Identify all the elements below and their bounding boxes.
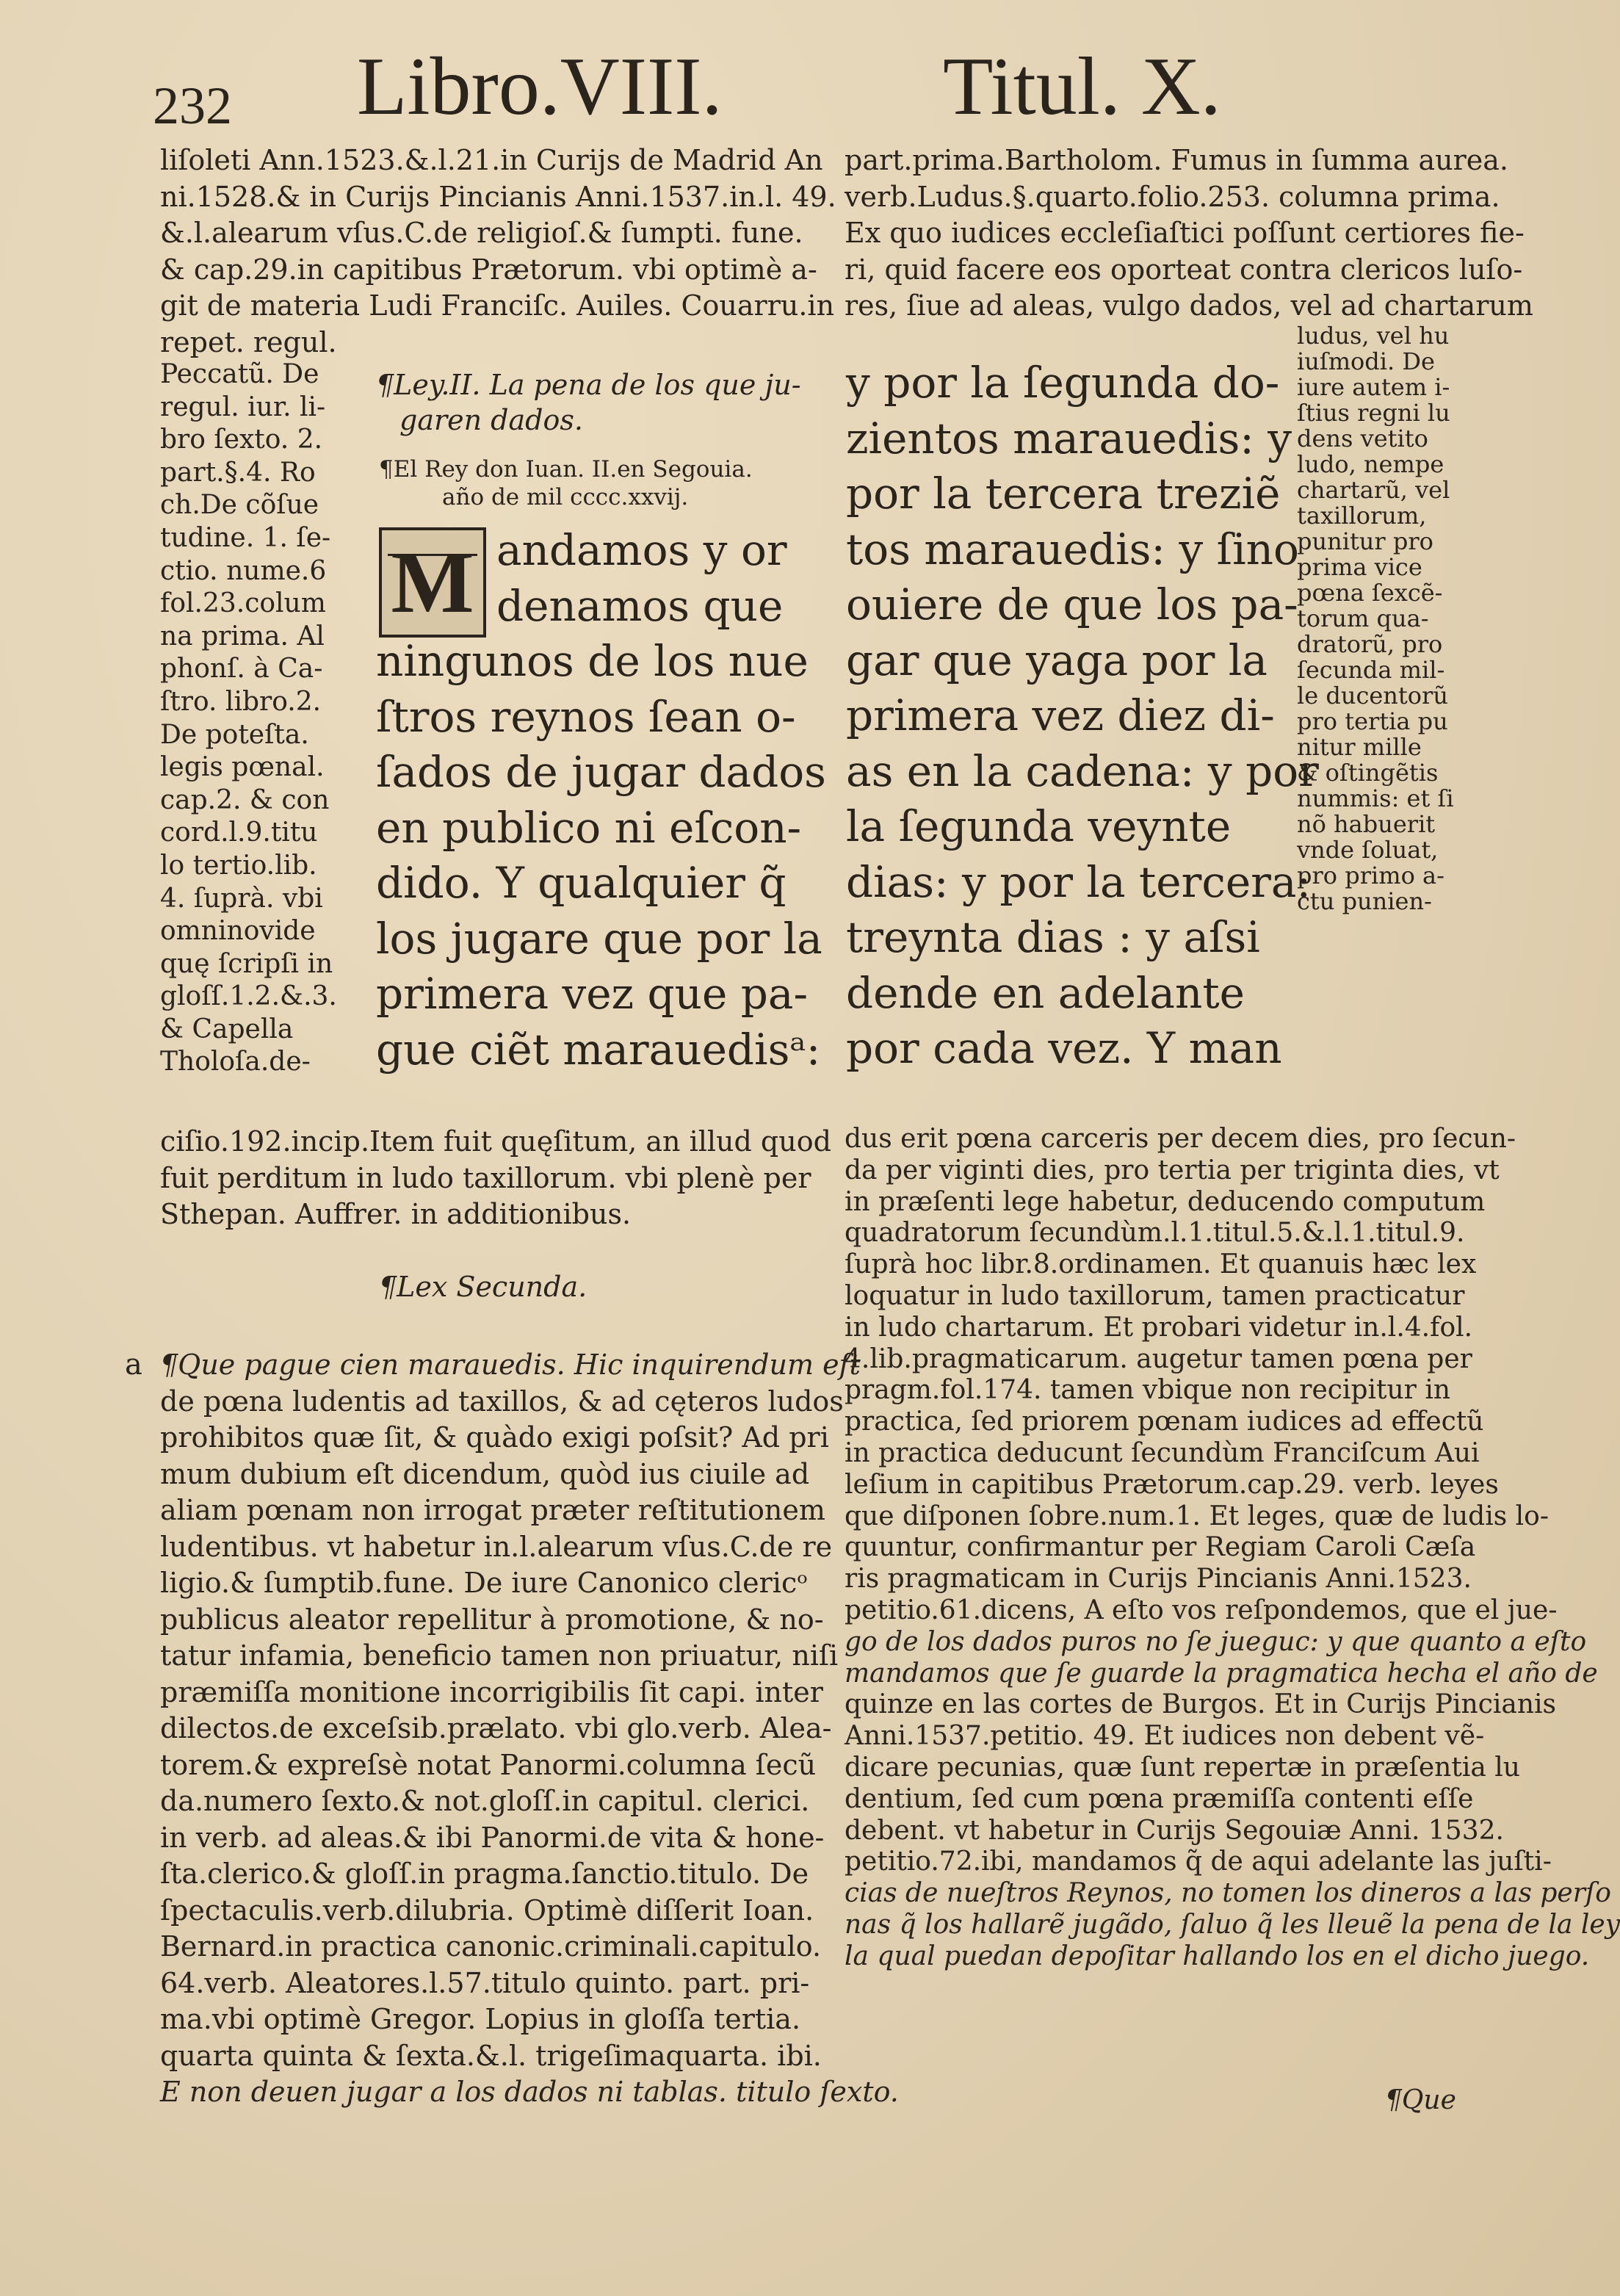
law-line: y por la ſegunda do- — [846, 358, 1280, 408]
left-top-gloss — [160, 142, 836, 361]
commentary-line: petitio.72.ibi, mandamos q̃ de aqui adelante las juſti- — [845, 1846, 1552, 1877]
commentary-line: mandamos que ſe guarde la pragmatica hecha el año de — [845, 1658, 1598, 1689]
gloss-line: ri, quid facere eos oporteat contra clericos luſo- — [845, 253, 1523, 286]
law-line: tos marauedis: y ſino — [846, 524, 1299, 574]
margin-line: dratorũ, pro — [1297, 630, 1443, 658]
commentary-line: Bernard.in practica canonic.criminali.capitulo. — [160, 1930, 822, 1963]
commentary-line: dilectos.de exceſsib.prælato. vbi glo.verb. Alea- — [160, 1712, 832, 1744]
law-source-line: ¶El Rey don Iuan. II.en Segouia. — [379, 456, 753, 483]
commentary-line: prohibitos quæ ſit, & quàdo exigi poſsit? Ad pri — [160, 1421, 829, 1454]
commentary-line: la qual puedan depoſitar hallando los en el dicho juego. — [845, 1941, 1590, 1971]
law-text-left-indented — [496, 523, 798, 634]
gloss-line: &.l.alearum vſus.C.de religioſ.& ſumpti. fune. — [160, 217, 803, 249]
margin-line: iuſmodi. De — [1297, 347, 1435, 375]
commentary-line: in verb. ad aleas.& ibi Panormi.de vita & hone- — [160, 1821, 825, 1854]
law-line: por cada vez. Y man — [846, 1023, 1282, 1073]
gloss-line: git de materia Ludi Franciſc. Auiles. Couarru.in — [160, 289, 835, 322]
margin-line: punitur pro — [1297, 527, 1433, 555]
gloss-line: res, ſiue ad aleas, vulgo dados, vel ad chartarum — [845, 289, 1533, 322]
commentary-line: cias de nueſtros Reynos, no tomen los dineros a las perſo — [845, 1878, 1611, 1909]
law-line: dido. Y qualquier q̃ — [376, 858, 787, 908]
law-text-right — [846, 355, 1319, 1077]
margin-line: iure autem i- — [1297, 373, 1450, 401]
gloss-line: liſoleti Ann.1523.&.l.21.in Curijs de Madrid An — [160, 144, 823, 176]
margin-line: quę ſcripſi in — [160, 948, 333, 979]
law-line: los jugare que por la — [376, 913, 822, 964]
law-line: ningunos de los nue — [376, 636, 809, 686]
margin-line: omninovide — [160, 916, 316, 947]
margin-line: nitur mille — [1297, 733, 1422, 761]
margin-line: lo tertio.lib. — [160, 850, 317, 881]
margin-line: dens vetito — [1297, 425, 1428, 452]
commentary-line: torem.& expreſsè notat Panormi.columna ſecũ — [160, 1748, 817, 1781]
law-line: treynta dias : y aſsi — [846, 912, 1260, 962]
law-source-line: año de mil cccc.xxvij. — [442, 484, 689, 510]
gloss-line: & cap.29.in capitibus Prætorum. vbi optimè a- — [160, 253, 817, 286]
commentary-left — [160, 1347, 899, 2111]
margin-line: le ducentorũ — [1297, 682, 1448, 710]
commentary-line: ſta.clerico.& gloſſ.in pragma.ſanctio.titulo. De — [160, 1858, 809, 1890]
law-line: ſtros reynos ſean o- — [376, 691, 796, 742]
margin-line: torum qua- — [1297, 604, 1429, 632]
margin-line: Tholoſa.de- — [160, 1047, 311, 1077]
commentary-line: ris pragmaticam in Curijs Pincianis Anni.1523. — [845, 1564, 1472, 1595]
commentary-line: aliam pœnam non irrogat præter reſtitutionem — [160, 1494, 825, 1526]
margin-line: vnde ſoluat, — [1297, 836, 1439, 864]
margin-line: taxillorum, — [1297, 502, 1427, 530]
margin-line: part.§.4. Ro — [160, 457, 316, 488]
margin-line: ſtius regni lu — [1297, 399, 1450, 427]
margin-line: pro primo a- — [1297, 862, 1444, 889]
gloss-line: ciſio.192.incip.Item fuit quęſitum, an illud quod — [160, 1125, 831, 1158]
left-bottom-gloss — [160, 1124, 831, 1233]
margin-line: legis pœnal. — [160, 752, 325, 783]
law-heading — [376, 367, 801, 511]
margin-line: pro tertia pu — [1297, 707, 1448, 735]
margin-line: 4. ſuprà. vbi — [160, 883, 323, 914]
commentary-line: quadratorum ſecundùm.l.1.titul.5.&.l.1.titul.9. — [845, 1218, 1465, 1249]
law-line: en publico ni eſcon- — [376, 802, 802, 853]
running-head-book: Libro.VIII. — [357, 41, 723, 132]
catchword: ¶Que — [1385, 2085, 1456, 2115]
commentary-line: practica, ſed priorem pœnam iudices ad effectũ — [845, 1407, 1484, 1437]
margin-line: gloſſ.1.2.&.3. — [160, 981, 337, 1012]
margin-line: pœna ſexcẽ- — [1297, 579, 1443, 607]
commentary-line: ligio.& ſumptib.fune. De iure Canonico clericᵒ — [160, 1567, 808, 1599]
commentary-line: que diſponen ſobre.num.1. Et leges, quæ de ludis lo- — [845, 1501, 1549, 1531]
law-line: denamos que — [496, 580, 784, 631]
page-number: 232 — [153, 76, 232, 135]
margin-line: bro ſexto. 2. — [160, 425, 323, 455]
commentary-line: E non deuen jugar a los dados ni tablas. titulo ſexto. — [160, 2076, 899, 2108]
commentary-line: 4.lib.pragmaticarum. augetur tamen pœna per — [845, 1343, 1472, 1374]
margin-line: ſtro. libro.2. — [160, 686, 322, 717]
margin-line: Peccatũ. De — [160, 359, 319, 389]
margin-line: chartarũ, vel — [1297, 476, 1450, 504]
law-line: primera vez que pa- — [376, 969, 809, 1019]
margin-line: De poteſta. — [160, 719, 309, 750]
commentary-line: præmiſſa monitione incorrigibilis ſit capi. inter — [160, 1675, 823, 1708]
law-line: as en la cadena: y por — [846, 746, 1319, 796]
commentary-line: in præſenti lege habetur, deducendo computum — [845, 1186, 1486, 1217]
running-head-title: Titul. X. — [943, 41, 1221, 132]
gloss-line: repet. regul. — [160, 325, 337, 358]
law-line: gar que yaga por la — [846, 635, 1268, 685]
commentary-line: loquatur in ludo taxillorum, tamen practicatur — [845, 1280, 1465, 1311]
margin-line: ludus, vel hu — [1297, 322, 1450, 350]
commentary-line: da per viginti dies, pro tertia per triginta dies, vt — [845, 1155, 1500, 1185]
margin-line: tudine. 1. ſe- — [160, 522, 331, 553]
gloss-line: ni.1528.& in Curijs Pincianis Anni.1537.in.l. 49. — [160, 180, 836, 213]
gloss-line: Sthepan. Auffrer. in additionibus. — [160, 1198, 632, 1230]
margin-line: ctio. nume.6 — [160, 555, 327, 586]
gloss-line: fuit perditum in ludo taxillorum. vbi plenè per — [160, 1161, 811, 1194]
commentary-line: quinze en las cortes de Burgos. Et in Curijs Pincianis — [845, 1689, 1557, 1720]
commentary-line: debent. vt habetur in Curijs Segouiæ Anni. 1532. — [845, 1815, 1504, 1846]
commentary-line: 64.verb. Aleatores.l.57.titulo quinto. part. pri- — [160, 1966, 810, 1999]
margin-line: nummis: et ſi — [1297, 784, 1454, 812]
commentary-line: Anni.1537.petitio. 49. Et iudices non debent vẽ- — [845, 1721, 1485, 1752]
drop-cap — [379, 527, 486, 638]
commentary-line: ludentibus. vt habetur in.l.alearum vſus.C.de re — [160, 1530, 833, 1563]
commentary-line: publicus aleator repellitur à promotione, & no- — [160, 1603, 824, 1636]
commentary-line: ma.vbi optimè Gregor. Lopius in gloſſa tertia. — [160, 2003, 801, 2035]
margin-line: cord.l.9.titu — [160, 817, 318, 848]
margin-line: prima vice — [1297, 553, 1422, 581]
commentary-line: quuntur, confirmantur per Regiam Caroli Cæſa — [845, 1532, 1476, 1563]
gloss-line: Ex quo iudices eccleſiaſtici poſſunt certiores fie- — [845, 217, 1525, 249]
margin-line: ſecunda mil- — [1297, 656, 1445, 684]
commentary-line: dentium, ſed cum pœna præmiſſa contenti eſſe — [845, 1783, 1474, 1814]
margin-line: na prima. Al — [160, 621, 325, 651]
law-line: zientos marauedis: y — [846, 413, 1292, 463]
gloss-line: verb.Ludus.§.quarto.folio.253. columna prima. — [845, 180, 1500, 213]
drop-cap-letter: M — [391, 533, 474, 631]
law-text-left — [376, 634, 826, 1077]
margin-line: phonſ. à Ca- — [160, 654, 323, 685]
note-marker: a — [125, 1348, 142, 1382]
right-marginal-notes — [1297, 323, 1458, 914]
law-line: gue ciẽt marauedisᵃ: — [376, 1024, 821, 1075]
law-line: ouiere de que los pa- — [846, 580, 1298, 629]
lex-secunda-heading: ¶Lex Secunda. — [379, 1271, 587, 1303]
margin-line: ch.De cõſue — [160, 490, 319, 521]
margin-line: ctu punien- — [1297, 887, 1432, 915]
commentary-line: ¶Que pague cien marauedis. Hic inquirendum eſt — [160, 1349, 861, 1381]
law-line: la ſegunda veynte — [846, 801, 1232, 851]
commentary-line: de pœna ludentis ad taxillos, & ad cęteros ludos — [160, 1385, 844, 1418]
commentary-line: mum dubium eſt dicendum, quòd ius ciuile ad — [160, 1457, 810, 1490]
commentary-right — [845, 1124, 1620, 1973]
commentary-line: go de los dados puros no ſe jueguc: y que quanto a eſto — [845, 1626, 1587, 1657]
law-line: ſados de jugar dados — [376, 747, 826, 797]
law-line: andamos y or — [496, 525, 787, 575]
commentary-line: ſpectaculis.verb.dilubria. Optimè diſſerit Ioan. — [160, 1894, 814, 1927]
law-title-line: garen dados. — [399, 404, 583, 436]
law-line: dende en adelante — [846, 967, 1245, 1018]
right-top-gloss — [845, 142, 1533, 325]
law-title-line: ¶Ley.II. La pena de los que ju- — [376, 369, 801, 401]
commentary-line: leſium in capitibus Prætorum.cap.29. verb. leyes — [845, 1469, 1499, 1500]
margin-line: regul. iur. li- — [160, 391, 326, 422]
commentary-line: ſuprà hoc libr.8.ordinamen. Et quanuis hæc lex — [845, 1249, 1477, 1280]
margin-line: nõ habuerit — [1297, 810, 1436, 838]
law-line: por la tercera treziẽ — [846, 469, 1281, 519]
law-line: dias: y por la tercera: — [846, 856, 1311, 907]
left-marginal-notes — [160, 358, 344, 1079]
law-line: primera vez diez di- — [846, 690, 1275, 740]
commentary-line: pragm.fol.174. tamen vbique non recipitur in — [845, 1375, 1451, 1406]
commentary-line: tatur infamia, beneficio tamen non priuatur, niſi — [160, 1639, 839, 1672]
commentary-line: petitio.61.dicens, A eſto vos reſpondemos, que el jue- — [845, 1595, 1558, 1625]
margin-line: & Capella — [160, 1014, 294, 1044]
commentary-line: in practica deducunt ſecundùm Franciſcum Aui — [845, 1437, 1480, 1468]
commentary-line: dicare pecunias, quæ ſunt repertæ in præſentia lu — [845, 1752, 1520, 1783]
gloss-line: part.prima.Bartholom. Fumus in ſumma aurea. — [845, 144, 1508, 176]
margin-line: & oſtingẽtis — [1297, 759, 1439, 787]
commentary-line: quarta quinta & ſexta.&.l. trigeſimaquarta. ibi. — [160, 2039, 822, 2072]
commentary-line: da.numero ſexto.& not.gloſſ.in capitul. clerici. — [160, 1785, 810, 1817]
margin-line: cap.2. & con — [160, 784, 330, 815]
commentary-line: dus erit pœna carceris per decem dies, pro ſecun- — [845, 1124, 1516, 1154]
commentary-line: in ludo chartarum. Et probari videtur in.l.4.fol. — [845, 1312, 1473, 1343]
commentary-line: nas q̃ los hallarẽ jugãdo, ſaluo q̃ les lleuẽ la pena de la ley — [845, 1909, 1620, 1940]
margin-line: fol.23.colum — [160, 588, 326, 619]
margin-line: ludo, nempe — [1297, 450, 1444, 478]
